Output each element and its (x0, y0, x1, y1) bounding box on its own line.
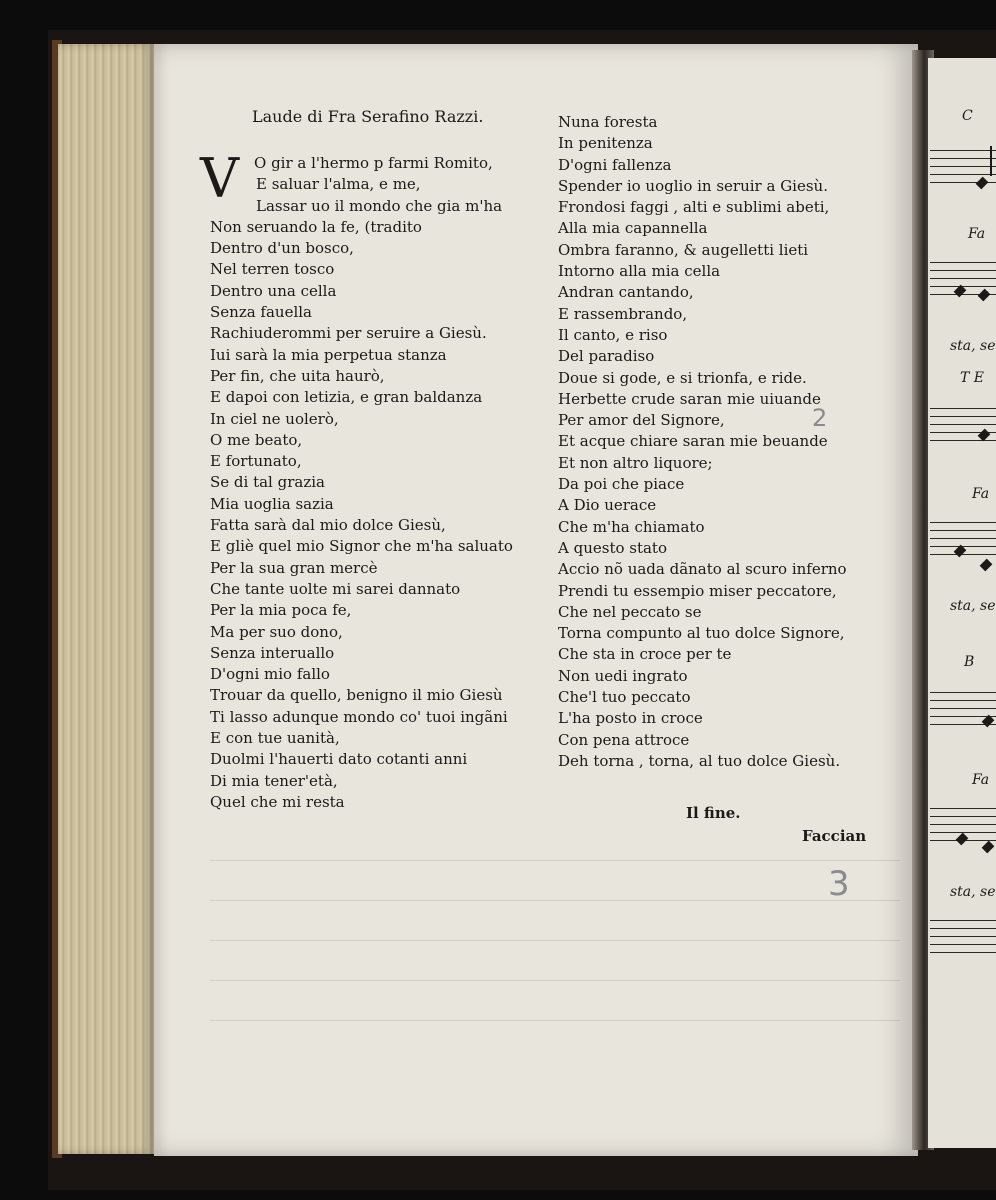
verse-line: D'ogni fallenza (558, 155, 672, 174)
handwritten-annotation: 3 (828, 864, 850, 904)
verse-line: Senza fauella (210, 303, 312, 322)
verse-line: Lassar uo il mondo che gia m'ha (256, 196, 503, 215)
voice-label: B (964, 654, 975, 670)
verse-line: Rachiuderommi per seruire a Giesù. (210, 324, 487, 343)
verse-line: E dapoi con letizia, e gran baldanza (210, 388, 483, 407)
verse-line: Andran cantando, (558, 283, 694, 302)
syllable-label: sta, se (950, 338, 996, 354)
verse-line: Per la sua gran mercè (210, 558, 378, 577)
verse-line: Spender io uoglio in seruir a Giesù. (558, 176, 828, 195)
verse-line: E gliè quel mio Signor che m'ha saluato (210, 537, 513, 556)
showthrough-rule (210, 900, 900, 901)
verse-line: E con tue uanità, (210, 729, 340, 748)
verse-line: Per amor del Signore, (558, 411, 725, 430)
verse-line: Non uedi ingrato (558, 666, 688, 685)
page-edges (58, 44, 154, 1154)
finis: Il fine. (686, 804, 741, 822)
showthrough-rule (210, 980, 900, 981)
verse-line: E saluar l'alma, e me, (256, 175, 421, 194)
showthrough-rule (210, 940, 900, 941)
music-staff (930, 150, 996, 184)
verse-line: Se di tal grazia (210, 473, 325, 492)
verse-line: Intorno alla mia cella (558, 262, 721, 281)
verse-line: Alla mia capannella (558, 219, 708, 238)
verse-line: Che m'ha chiamato (558, 517, 705, 536)
verse-line: Ti lasso adunque mondo co' tuoi ingãni (210, 707, 508, 726)
note-stem (990, 146, 992, 176)
verse-line: Che'l tuo peccato (558, 688, 691, 707)
verse-line: Trouar da quello, benigno il mio Giesù (210, 686, 503, 705)
syllable-label: Fa (972, 486, 990, 502)
verse-line: Quel che mi resta (210, 792, 345, 811)
verse-line: Et acque chiare saran mie beuande (558, 432, 828, 451)
verse-line: Da poi che piace (558, 475, 685, 494)
verse-line: D'ogni mio fallo (210, 665, 330, 684)
verse-line: E fortunato, (210, 452, 302, 471)
verse-line: Accio nõ uada dãnato al scuro inferno (558, 560, 847, 579)
verse-line: Con pena attroce (558, 730, 690, 749)
verse-line: Nel terren tosco (210, 260, 335, 279)
verse-line: Fatta sarà dal mio dolce Giesù, (210, 516, 446, 535)
voice-label: C (962, 108, 973, 124)
verse-line: Che tante uolte mi sarei dannato (210, 579, 461, 598)
music-staff (930, 920, 996, 954)
drop-cap: V (200, 147, 239, 210)
verse-line: Et non altro liquore; (558, 453, 713, 472)
verse-line: Herbette crude saran mie uiuande (558, 389, 821, 408)
running-head: Laude di Fra Serafino Razzi. (252, 107, 484, 126)
verse-line: Non seruando la fe, (tradito (210, 217, 422, 236)
verse-line: Per fin, che uita haurò, (210, 366, 385, 385)
verse-line: Frondosi faggi , alti e sublimi abeti, (558, 198, 830, 217)
syllable-label: sta, se (950, 884, 996, 900)
verse-line: Duolmi l'hauerti dato cotanti anni (210, 750, 468, 769)
verse-line: Dentro una cella (210, 281, 337, 300)
syllable-label: sta, se (950, 598, 996, 614)
syllable-label: Fa (968, 226, 986, 242)
verse-line: Ma per suo dono, (210, 622, 343, 641)
verse-line: In ciel ne uolerò, (210, 409, 339, 428)
handwritten-annotation: 2 (812, 404, 828, 432)
verse-line: A Dio uerace (558, 496, 657, 515)
verse-line: Dentro d'un bosco, (210, 239, 354, 258)
verse-line: E rassembrando, (558, 304, 688, 323)
verse-line: Doue si gode, e si trionfa, e ride. (558, 368, 807, 387)
verse-line: Senza interuallo (210, 643, 335, 662)
verse-line: Ombra faranno, & augelletti lieti (558, 240, 809, 259)
verse-line: Mia uoglia sazia (210, 494, 334, 513)
showthrough-rule (210, 1020, 900, 1021)
right-column (558, 112, 847, 772)
catchword: Faccian (802, 827, 867, 845)
left-column (210, 153, 513, 813)
verse-line: Iui sarà la mia perpetua stanza (210, 345, 447, 364)
showthrough-rule (210, 860, 900, 861)
verse-line: Il canto, e riso (558, 325, 668, 344)
verse-line: Del paradiso (558, 347, 655, 366)
verse-line: O me beato, (210, 430, 303, 449)
verse-line: Nuna foresta (558, 113, 658, 131)
verse-line: L'ha posto in croce (558, 709, 703, 728)
verse-line: In penitenza (558, 134, 653, 153)
syllable-label: Fa (972, 772, 990, 788)
verse-line: Per la mia poca fe, (210, 601, 352, 620)
verse-line: Di mia tener'età, (210, 771, 338, 790)
verse-line: A questo stato (558, 538, 667, 557)
verse-line: Torna compunto al tuo dolce Signore, (558, 624, 845, 643)
voice-label: T E (960, 370, 985, 386)
verse-line: O gir a l'hermo p farmi Romito, (254, 154, 493, 172)
verse-line: Che nel peccato se (558, 602, 702, 621)
verse-line: Che sta in croce per te (558, 645, 732, 664)
verse-line: Deh torna , torna, al tuo dolce Giesù. (558, 751, 841, 770)
verse-line: Prendi tu essempio miser peccatore, (558, 581, 837, 600)
